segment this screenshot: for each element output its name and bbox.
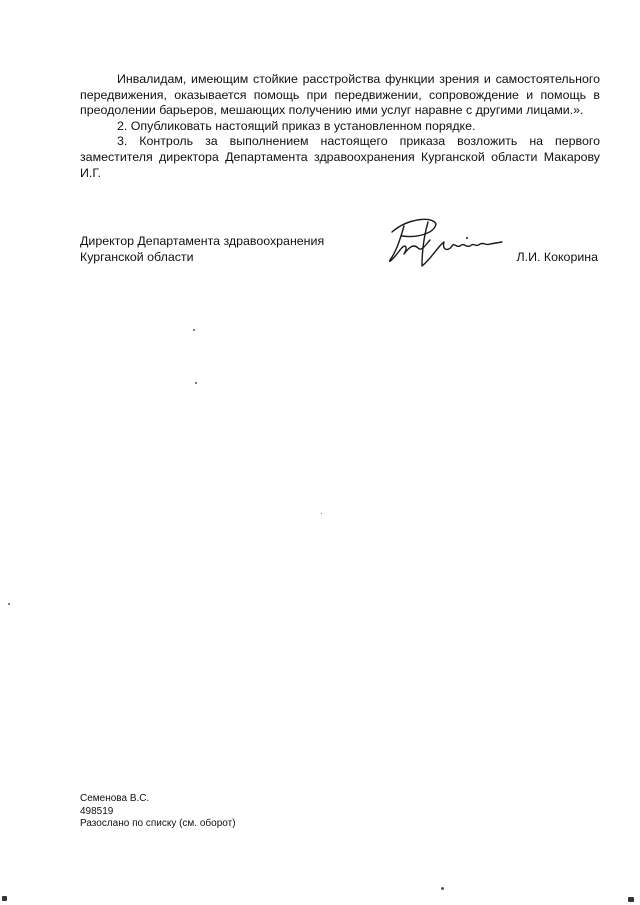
scan-speck: [321, 513, 322, 514]
scan-speck: [2, 896, 7, 901]
scan-speck: [195, 382, 197, 384]
handwritten-signature: [378, 212, 508, 274]
scan-speck: [628, 897, 634, 902]
signatory-position: [80, 234, 324, 265]
position-line-1: Директор Департамента здравоохранения: [80, 234, 325, 248]
position-line-2: Курганской области: [80, 249, 194, 264]
executor-footer: [80, 793, 236, 831]
scan-speck: [8, 603, 10, 605]
paragraph-disabled-assistance: Инвалидам, имеющим стойкие расстройства функции зрения и самостоятельного передвижения, оказывается помощь при передвижении, сопровождение и помощь в преодолении барьеров, мешающих получению ими услуг наравне с другими лицами.».: [80, 72, 600, 118]
executor-name: Семенова В.С.: [80, 793, 150, 804]
paragraph-control: 3. Контроль за выполнением настоящего приказа возложить на первого заместителя директора Департамента здравоохранения Курганской области Макарову И.Г.: [80, 134, 600, 180]
scan-speck: [193, 329, 195, 331]
paragraph-publish: 2. Опубликовать настоящий приказ в установленном порядке.: [117, 118, 476, 133]
distribution-note: Разослано по списку (см. оборот): [80, 818, 236, 830]
order-body: [80, 72, 600, 181]
signatory-name: Л.И. Кокорина: [516, 250, 598, 264]
executor-phone: 498519: [80, 805, 114, 817]
scan-speck: [441, 887, 444, 890]
